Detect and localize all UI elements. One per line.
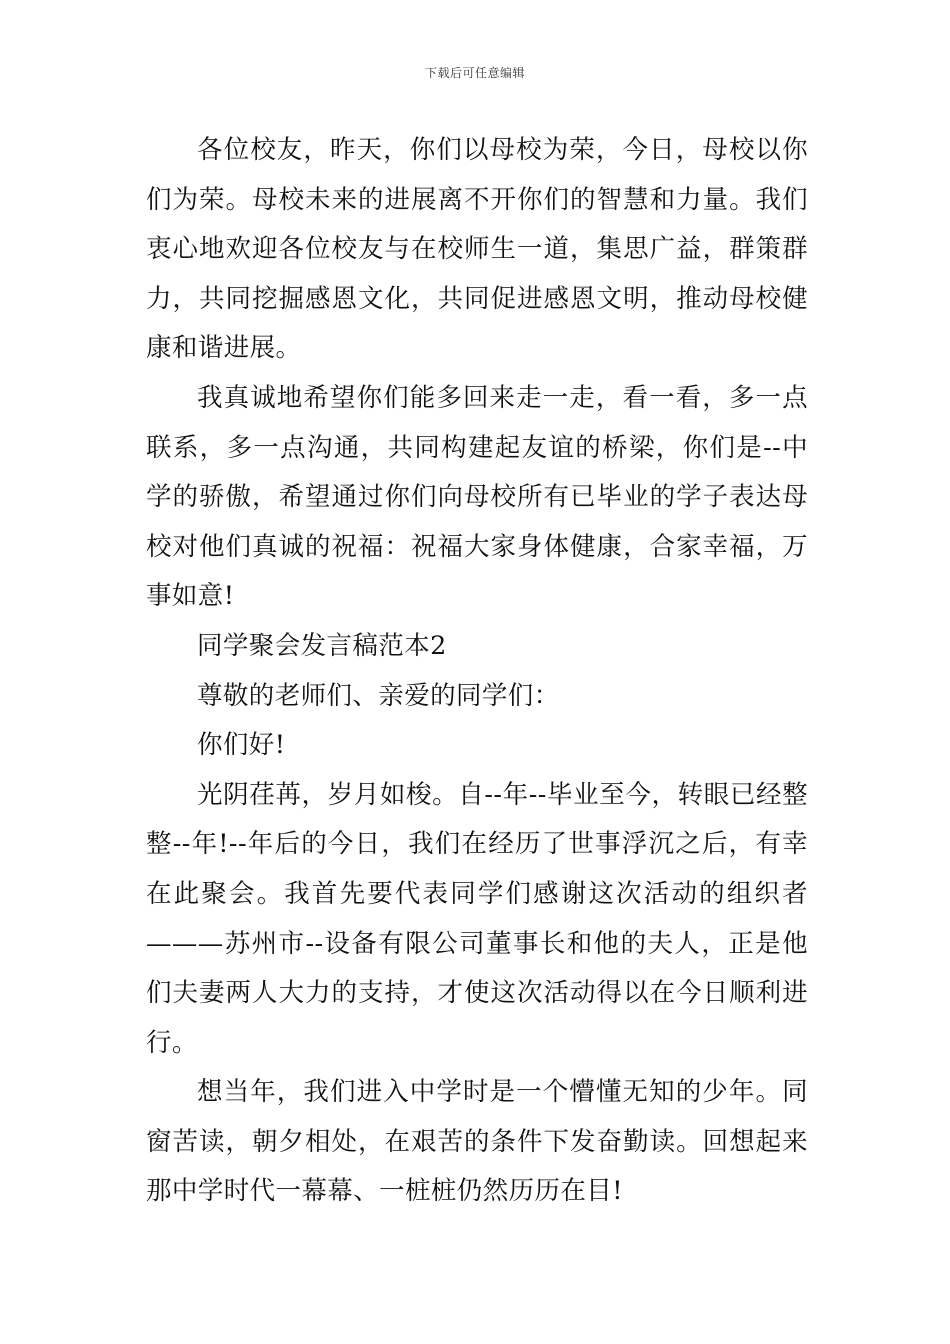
section-heading: 同学聚会发言稿范本2: [197, 630, 447, 661]
paragraph-memories: 想当年，我们进入中学时是一个懵懂无知的少年。同窗苦读，朝夕相处，在艰苦的条件下发奋勤读。回想起来那中学时代一幕幕、一桩桩仍然历历在目!: [146, 1077, 808, 1207]
document-body: [146, 126, 808, 1217]
salutation: 尊敬的老师们、亲爱的同学们：: [197, 680, 560, 711]
page-header: 下载后可任意编辑: [424, 66, 525, 80]
paragraph-thanks: 光阴荏苒，岁月如梭。自--年--毕业至今，转眼已经整整--年!--年后的今日，我们在经历了世事浮沉之后，有幸在此聚会。我首先要代表同学们感谢这次活动的组织者———苏州市--设备有限公司董事长和他的夫人，正是他们夫妻两人大力的支持，才使这次活动得以在今日顺利进行。: [146, 779, 808, 1058]
paragraph-alumni-pride: 各位校友，昨天，你们以母校为荣，今日，母校以你们为荣。母校未来的进展离不开你们的智慧和力量。我们衷心地欢迎各位校友与在校师生一道，集思广益，群策群力，共同挖掘感恩文化，共同促进感恩文明，推动母校健康和谐进展。: [146, 135, 808, 364]
greeting: 你们好!: [197, 730, 286, 761]
paragraph-wishes: 我真诚地希望你们能多回来走一走，看一看，多一点联系，多一点沟通，共同构建起友谊的桥梁，你们是--中学的骄傲，希望通过你们向母校所有已毕业的学子表达母校对他们真诚的祝福：祝福大家身体健康，合家幸福，万事如意!: [146, 382, 808, 612]
